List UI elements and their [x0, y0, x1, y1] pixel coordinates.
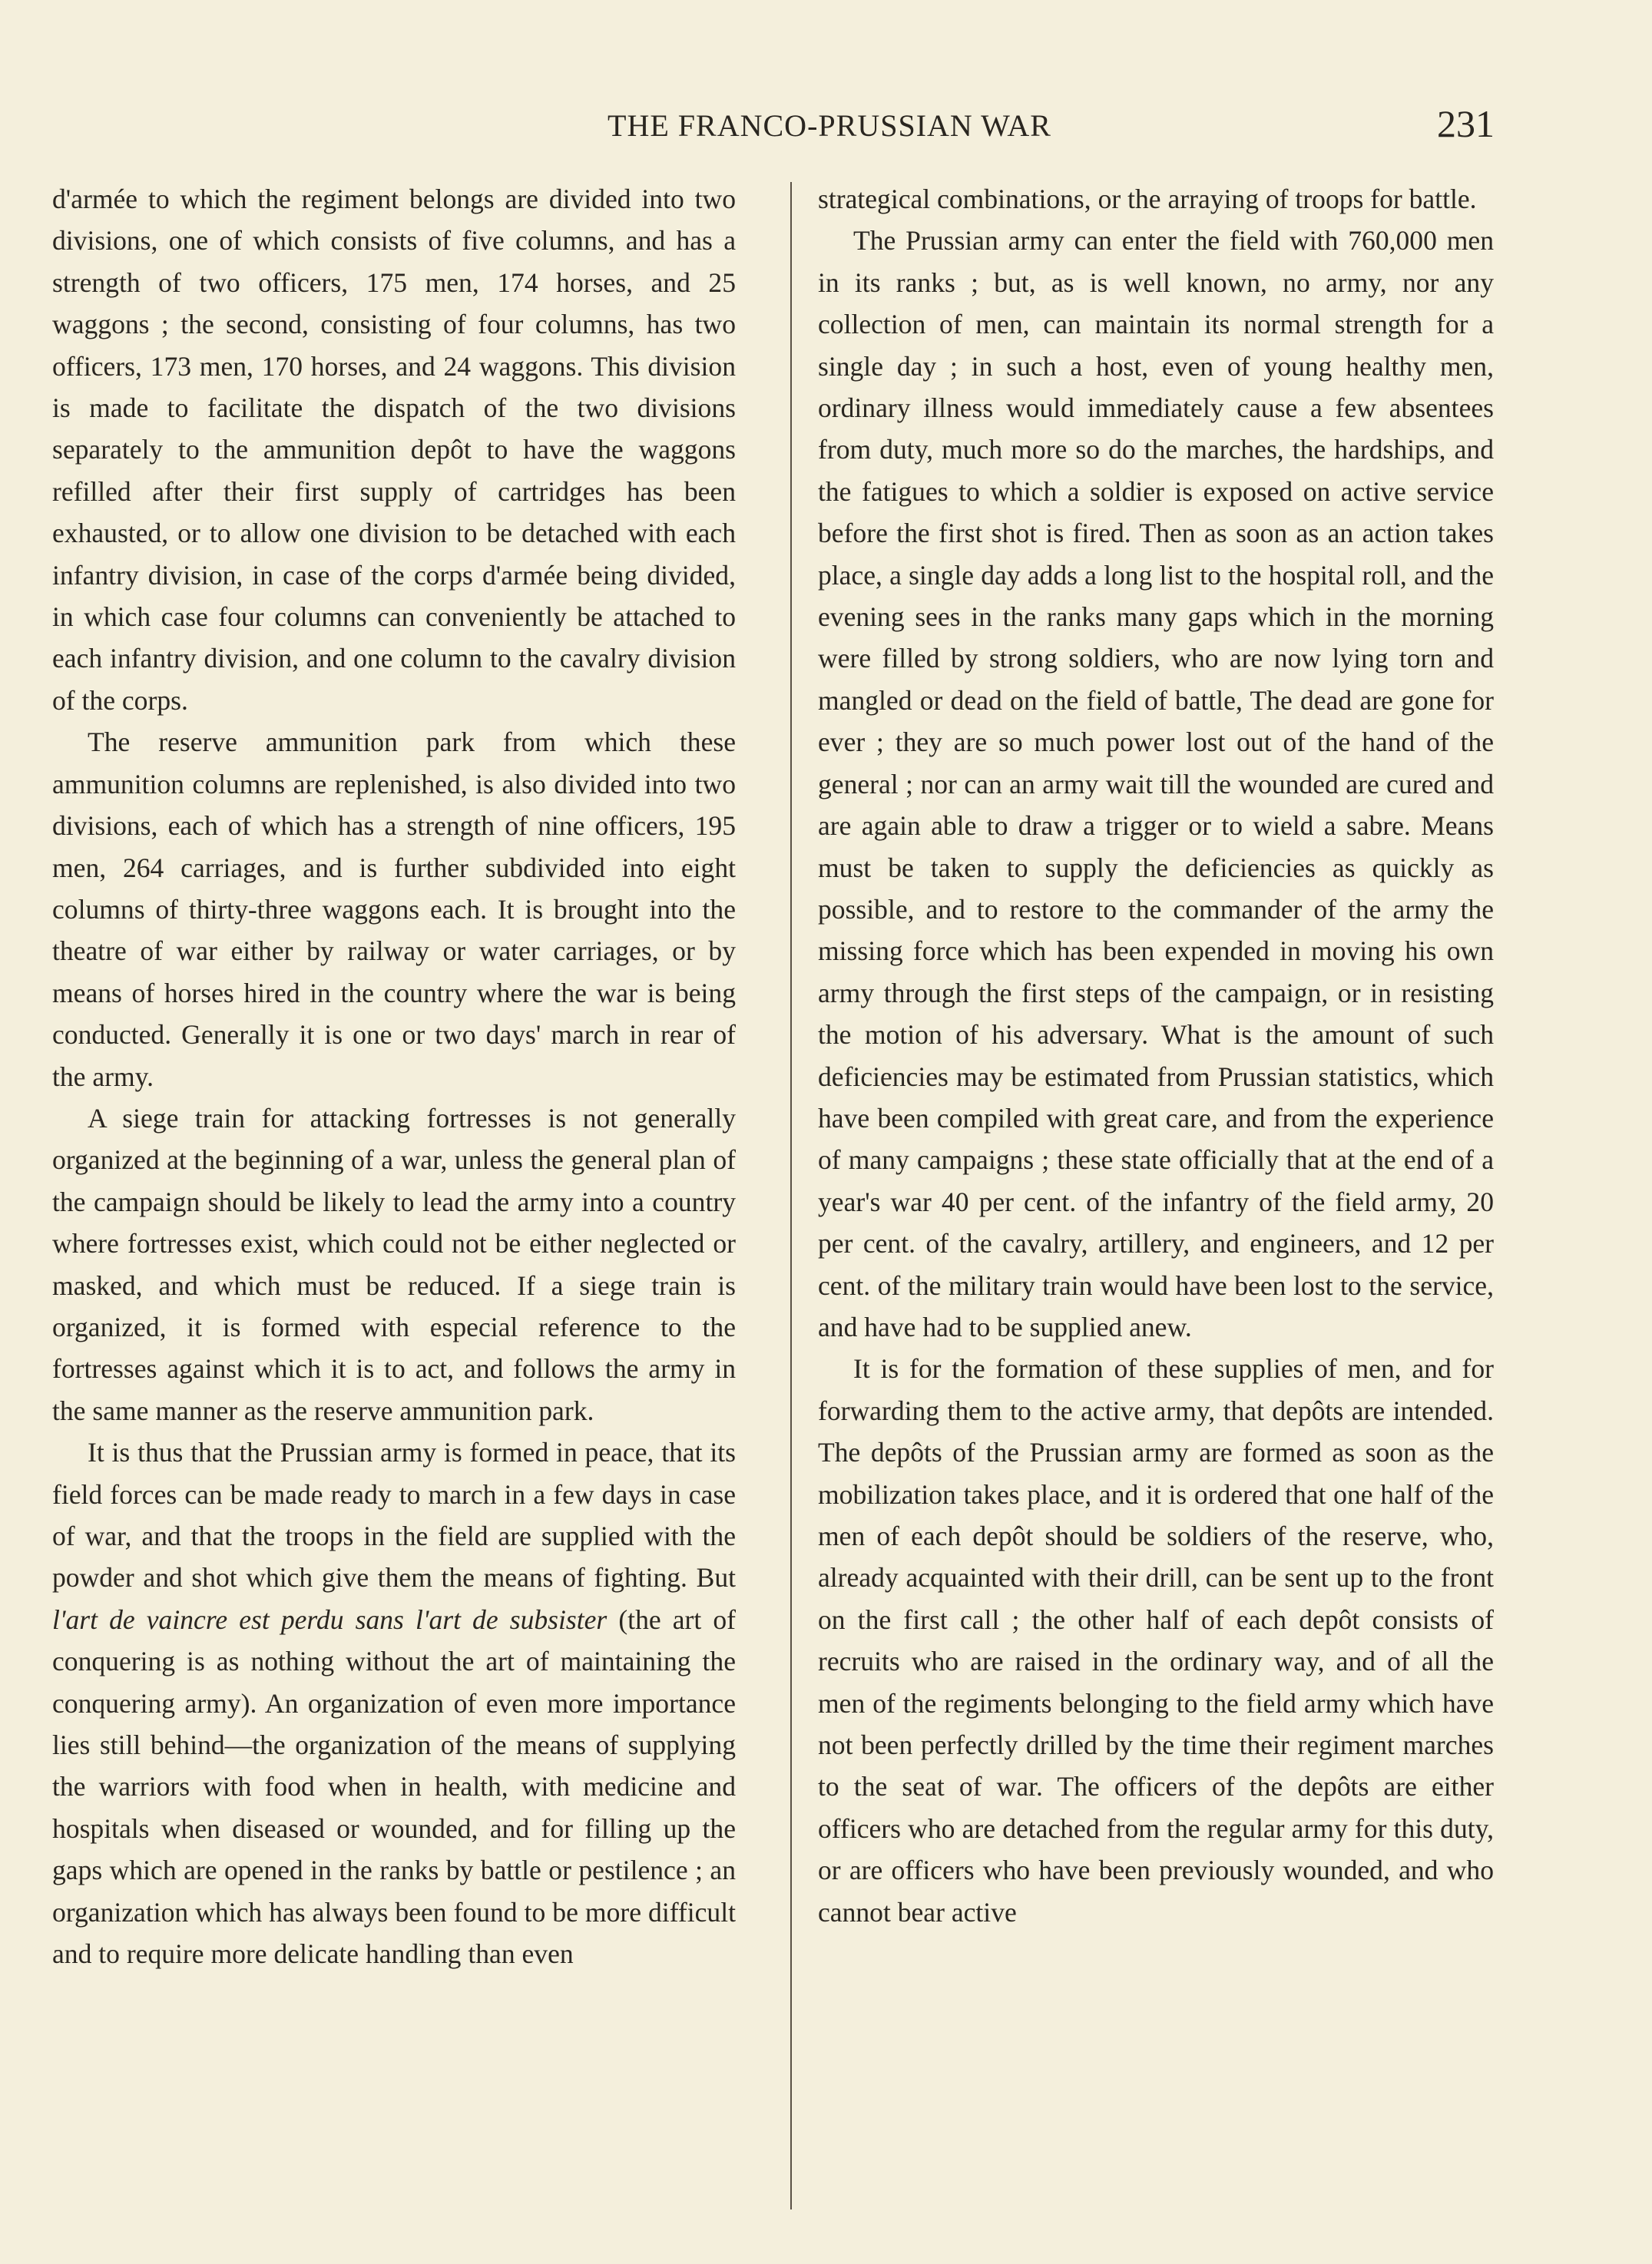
right-column	[818, 178, 1494, 2252]
running-head	[0, 102, 1652, 161]
paragraph: strategical combinations, or the arraying of troops for battle.	[818, 184, 1477, 214]
page-number: 231	[1437, 102, 1495, 145]
paragraph-text: (the art of conquering is as nothing without the art of maintaining the conquering army). An organization of even more importance lies still behind—the organization of the means of supplying the warriors with food when in health, with medicine and hospitals when diseased or wounded, and for filling up the gaps which are opened in the ranks by battle or pestilence ; an organization which has always been found to be more difficult and to require more delicate handling than even	[52, 1604, 736, 1970]
paragraph: The Prussian army can enter the field with 760,000 men in its ranks ; but, as is well known, no army, nor any collection of men, can maintain its normal strength for a single day ; in such a host, even of young healthy men, ordinary illness would immediately cause a few absentees from duty, much more so do the marches, the hardships, and the fatigues to which a soldier is exposed on active service before the first shot is fired. Then as soon as an action takes place, a single day adds a long list to the hospital roll, and the evening sees in the ranks many gaps which in the morning were filled by strong soldiers, who are now lying torn and mangled or dead on the field of battle, The dead are gone for ever ; they are so much power lost out of the hand of the general ; nor can an army wait till the wounded are cured and are again able to draw a trigger or to wield a sabre. Means must be taken to supply the deficiencies as quickly as possible, and to restore to the commander of the army the missing force which has been expended in moving his own army through the first steps of the campaign, or in resisting the motion of his adversary. What is the amount of such deficiencies may be estimated from Prussian statistics, which have been compiled with great care, and from the experience of many campaigns ; these state officially that at the end of a year's war 40 per cent. of the infantry of the field army, 20 per cent. of the cavalry, artillery, and engineers, and 12 per cent. of the military train would have been lost to the service, and have had to be supplied anew.	[818, 225, 1494, 1342]
french-quotation: l'art de vaincre est perdu sans l'art de subsister	[52, 1604, 607, 1635]
column-divider	[790, 182, 792, 2209]
page-title: THE FRANCO-PRUSSIAN WAR	[607, 108, 1051, 143]
paragraph: The reserve ammunition park from which these ammunition columns are replenished, is also divided into two divisions, each of which has a strength of nine officers, 195 men, 264 carriages, and is further subdivided into eight columns of thirty-three waggons each. It is brought into the theatre of war either by railway or water carriages, or by means of horses hired in the country where the war is being conducted. Generally it is one or two days' march in rear of the army.	[52, 727, 736, 1092]
paragraph	[52, 1432, 736, 1974]
paragraph-text: It is thus that the Prussian army is formed in peace, that its field forces can be made ready to march in a few days in case of war, and that the troops in the field are supplied with the powder and shot which give them the means of fighting. But	[52, 1437, 736, 1594]
left-column	[52, 178, 736, 2252]
paragraph: A siege train for attacking fortresses is not generally organized at the beginning of a war, unless the general plan of the campaign should be likely to lead the army into a country where fortresses exist, which could not be either neglected or masked, and which must be reduced. If a siege train is organized, it is formed with especial reference to the fortresses against which it is to act, and follows the army in the same manner as the reserve ammunition park.	[52, 1102, 736, 1426]
paragraph: It is for the formation of these supplies of men, and for forwarding them to the active army, that depôts are intended. The depôts of the Prussian army are formed as soon as the mobilization takes place, and it is ordered that one half of the men of each depôt should be soldiers of the reserve, who, already acquainted with their drill, can be sent up to the front on the first call ; the other half of each depôt consists of recruits who are raised in the ordinary way, and of all the men of the regiments belonging to the field army which have not been perfectly drilled by the time their regiment marches to the seat of war. The officers of the depôts are either officers who are detached from the regular army for this duty, or are officers who have been previously wounded, and who cannot bear active	[818, 1353, 1494, 1928]
paragraph: d'armée to which the regiment belongs are divided into two divisions, one of which consists of five columns, and has a strength of two officers, 175 men, 174 horses, and 25 waggons ; the second, consisting of four columns, has two officers, 173 men, 170 horses, and 24 waggons. This division is made to facilitate the dispatch of the two divisions separately to the ammunition depôt to have the waggons refilled after their first supply of cartridges has been exhausted, or to allow one division to be detached with each infantry division, in case of the corps d'armée being divided, in which case four columns can conveniently be attached to each infantry division, and one column to the cavalry division of the corps.	[52, 184, 736, 716]
